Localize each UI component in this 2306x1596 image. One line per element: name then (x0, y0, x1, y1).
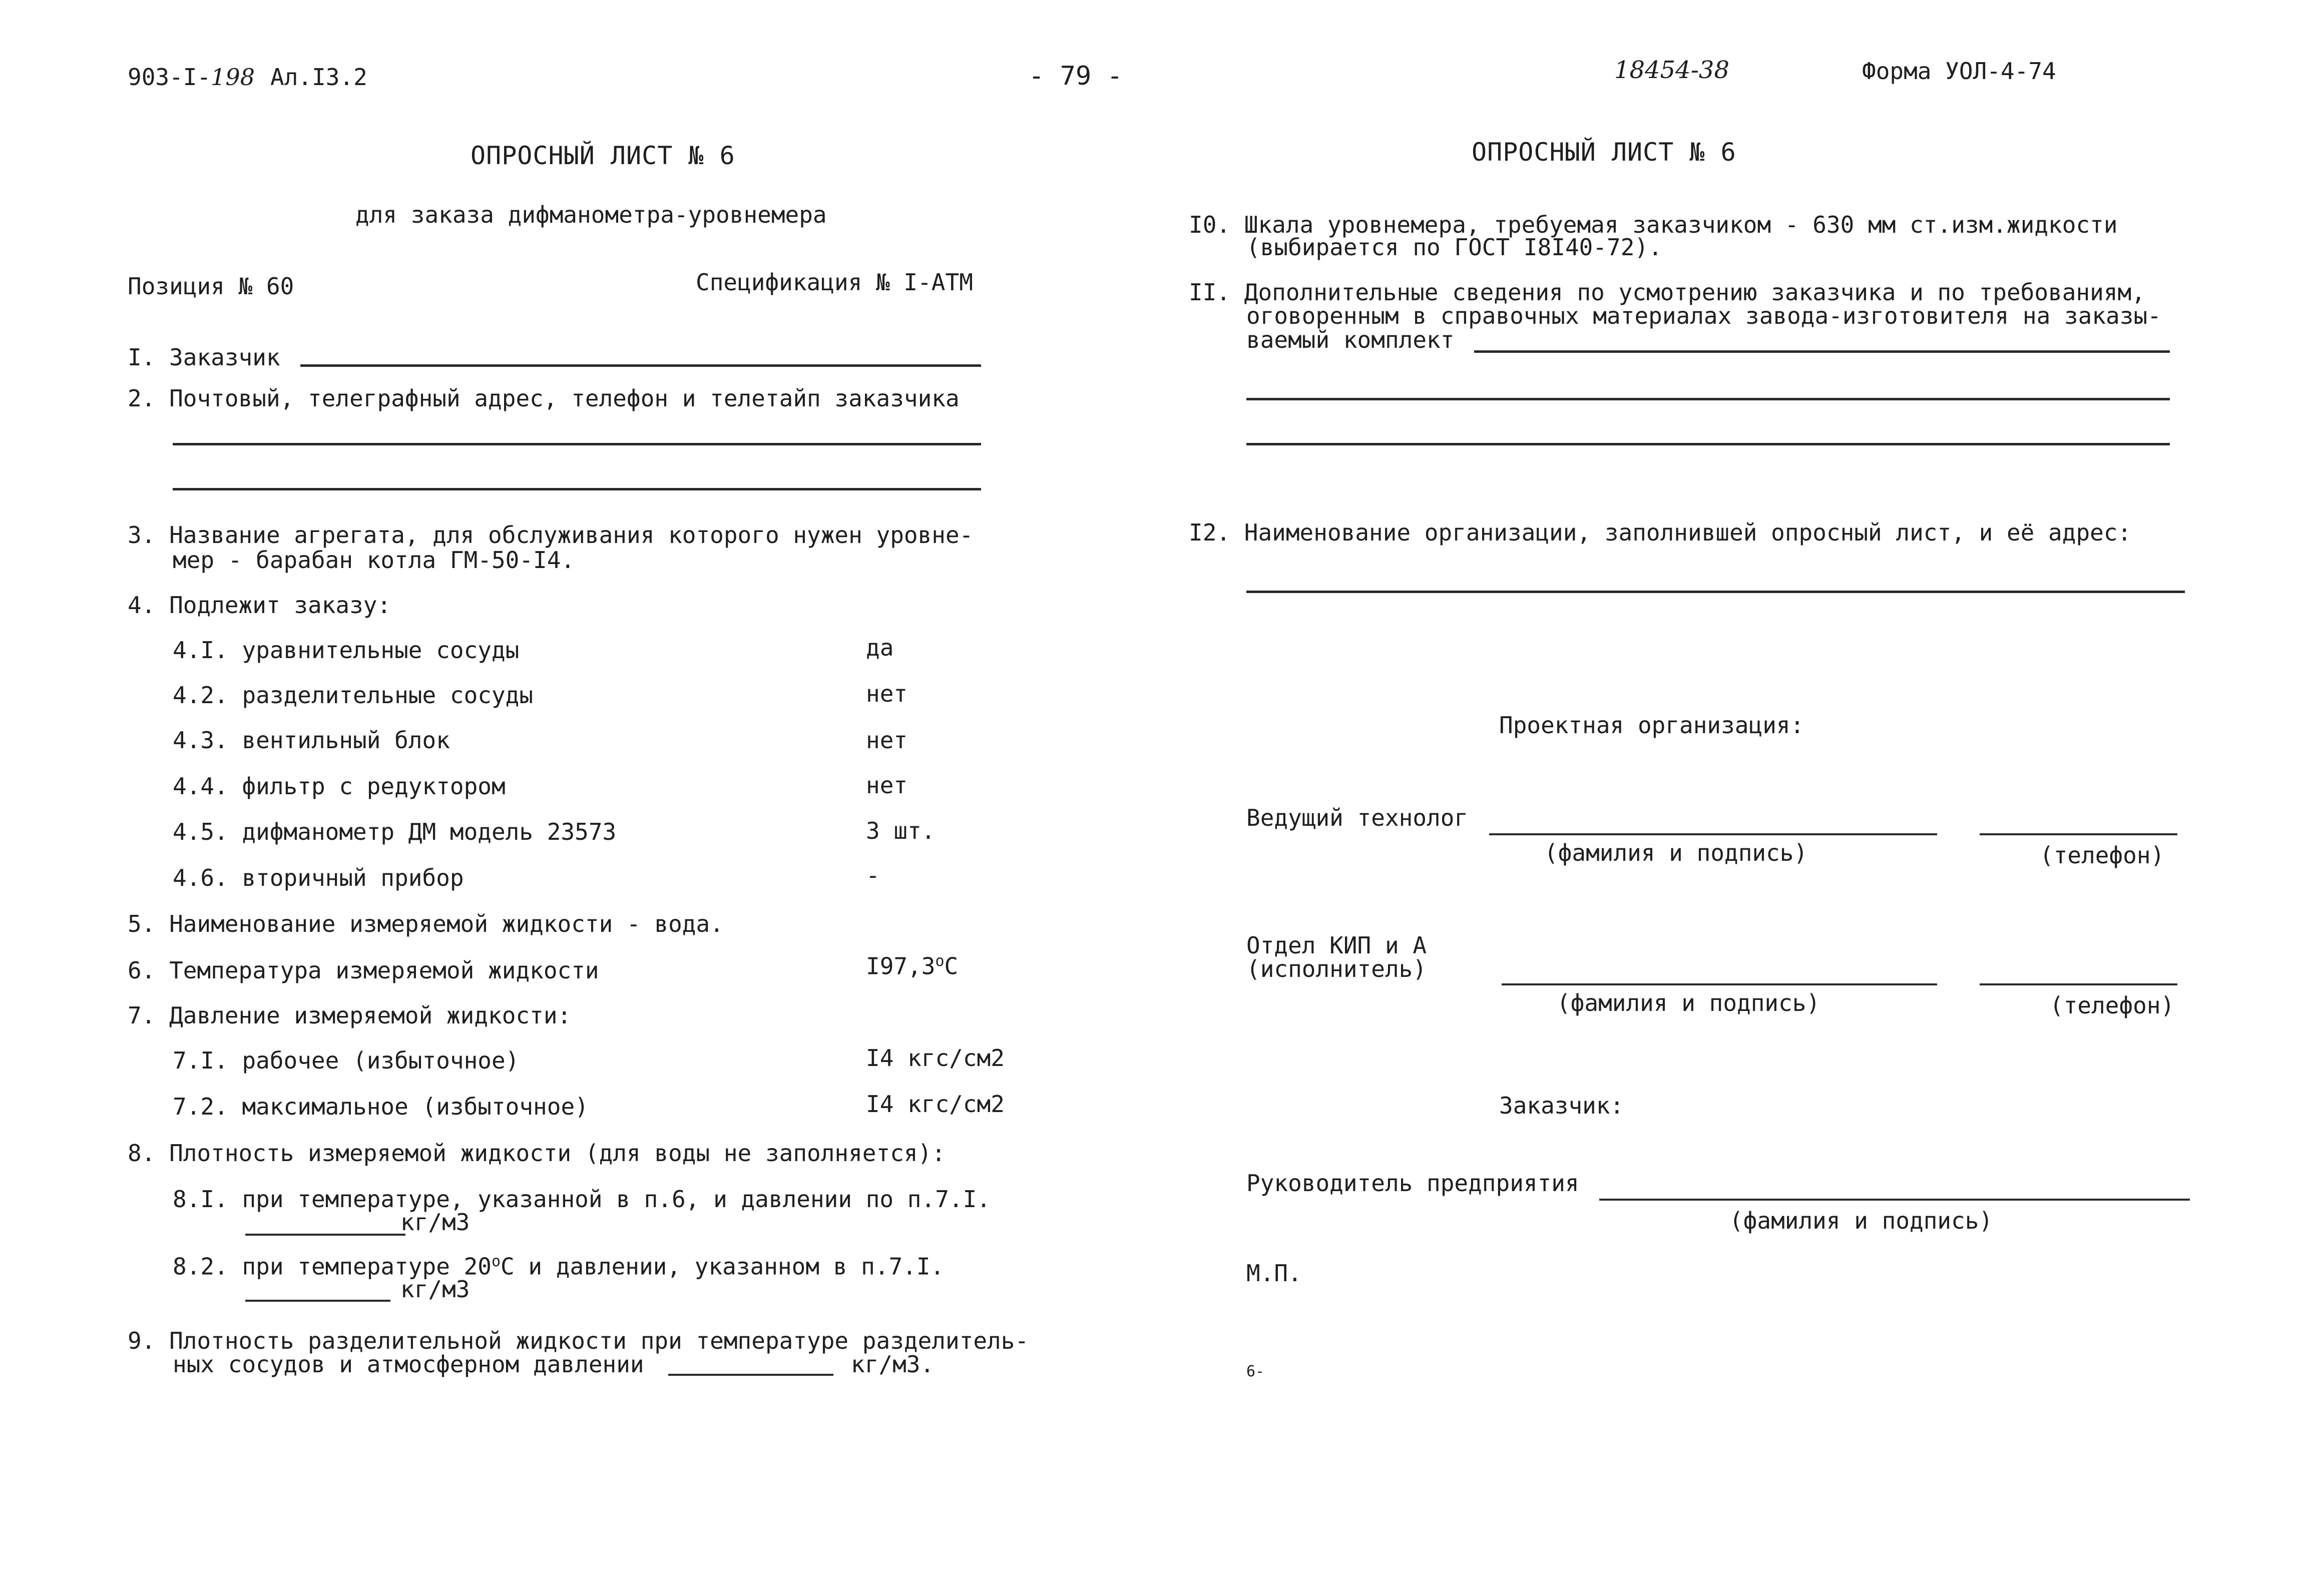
item-3-line-2: мер - барабан котла ГМ-50-I4. (173, 547, 575, 574)
item-7-2-label: 7.2. максимальное (избыточное) (173, 1093, 589, 1120)
kip-department-phone-caption: (телефон) (2050, 992, 2175, 1019)
kip-department-signature-line (1502, 983, 1937, 985)
item-1-fill-line (300, 364, 981, 367)
item-7-pressure: 7. Давление измеряемой жидкости: (128, 1002, 572, 1029)
item-11-fill-line-1 (1474, 350, 2170, 353)
item-11-fill-line-3 (1246, 443, 2170, 445)
item-8-2-degree: o (491, 1253, 501, 1270)
lead-technologist-label: Ведущий технолог (1246, 804, 1469, 831)
item-9-fill-line (668, 1374, 833, 1376)
page-number: - 79 - (1029, 61, 1123, 91)
enterprise-head-signature-line (1599, 1199, 2190, 1201)
item-9-line-2a: ных сосудов и атмосферном давлении (173, 1351, 644, 1378)
item-4-1-value: да (866, 634, 894, 661)
item-4-4-label: 4.4. фильтр с редуктором (173, 773, 506, 800)
item-4-1-label: 4.I. уравнительные сосуды (173, 637, 520, 664)
lead-technologist-phone-line (1980, 833, 2177, 835)
customer-heading: Заказчик: (1499, 1092, 1624, 1119)
item-9-line-1: 9. Плотность разделительной жидкости при температуре разделитель- (128, 1327, 1029, 1354)
doc-code (128, 65, 255, 89)
album-number: Ал.I3.2 (270, 64, 367, 91)
item-4-6-label: 4.6. вторичный прибор (173, 864, 464, 891)
lead-technologist-signature-caption: (фамилия и подпись) (1544, 839, 1808, 866)
specification-number: Спецификация № I-АТМ (696, 269, 973, 296)
left-title: ОПРОСНЫЙ ЛИСТ № 6 (471, 141, 735, 170)
item-2-fill-line-1 (173, 443, 981, 445)
item-9-unit: кг/м3. (851, 1351, 935, 1378)
item-4-2-label: 4.2. разделительные сосуды (173, 682, 534, 709)
item-8-1-fill-line (245, 1234, 405, 1236)
form-code: Форма УОЛ-4-74 (1862, 58, 2056, 85)
item-7-2-value: I4 кгс/см2 (866, 1091, 1005, 1118)
item-6-value (866, 953, 958, 978)
item-8-2-line-1 (173, 1254, 944, 1279)
item-2-fill-line-2 (173, 488, 981, 490)
project-organization-heading: Проектная организация: (1499, 712, 1804, 739)
item-6-number: I97,3 (866, 952, 936, 980)
kip-department-signature-caption: (фамилия и подпись) (1557, 989, 1820, 1016)
kip-department-executor: (исполнитель) (1246, 955, 1427, 982)
item-10-line-1: I0. Шкала уровнемера, требуемая заказчиком - 630 мм ст.изм.жидкости (1189, 211, 2118, 238)
item-2-address: 2. Почтовый, телеграфный адрес, телефон и телетайп заказчика (128, 385, 960, 412)
item-12-fill-line (1246, 591, 2185, 593)
item-4-5-value: 3 шт. (866, 817, 936, 844)
item-1-customer: I. Заказчик (128, 344, 280, 371)
item-8-density: 8. Плотность измеряемой жидкости (для воды не заполняется): (128, 1140, 946, 1167)
item-7-1-value: I4 кгс/см2 (866, 1044, 1005, 1072)
enterprise-head-signature-caption: (фамилия и подпись) (1729, 1207, 1993, 1234)
kip-department-phone-line (1980, 983, 2177, 985)
item-11-fill-line-2 (1246, 398, 2170, 400)
item-7-1-label: 7.I. рабочее (избыточное) (173, 1047, 520, 1074)
item-6-unit: C (944, 952, 959, 980)
enterprise-head-label: Руководитель предприятия (1246, 1170, 1579, 1197)
item-11-line-1: II. Дополнительные сведения по усмотрению заказчика и по требованиям, (1189, 279, 2145, 306)
item-8-1-line-1: 8.I. при температуре, указанной в п.6, и давлении по п.7.I. (173, 1186, 991, 1213)
item-4-2-value: нет (866, 680, 908, 707)
archive-number-handwritten: 18454-38 (1614, 56, 1729, 84)
item-4-3-value: нет (866, 727, 908, 754)
lead-technologist-phone-caption: (телефон) (2040, 842, 2165, 869)
item-11-line-3: ваемый комплект (1246, 326, 1455, 353)
doc-code-printed: 903-I- (128, 64, 211, 91)
lead-technologist-signature-line (1489, 833, 1937, 835)
item-4-5-label: 4.5. дифманометр ДМ модель 23573 (173, 818, 617, 845)
footer-mark: 6- (1246, 1363, 1265, 1380)
item-4-4-value: нет (866, 772, 908, 799)
item-8-2-text-a: 8.2. при температуре 20 (173, 1253, 492, 1280)
item-4-3-label: 4.3. вентильный блок (173, 727, 450, 754)
doc-code-handwritten: 198 (211, 64, 255, 91)
item-8-2-text-b: C и давлении, указанном в п.7.I. (501, 1253, 945, 1280)
item-3-line-1: 3. Название агрегата, для обслуживания которого нужен уровне- (128, 521, 974, 549)
item-6-degree: o (935, 952, 945, 970)
item-11-line-2: оговоренным в справочных материалах завода-изготовителя на заказы- (1246, 302, 2161, 329)
item-6-temperature: 6. Температура измеряемой жидкости (128, 957, 599, 984)
position-number: Позиция № 60 (128, 273, 294, 300)
item-8-2-unit: кг/м3 (400, 1276, 470, 1303)
item-12-organization: I2. Наименование организации, заполнившей опросный лист, и её адрес: (1189, 519, 2132, 546)
item-4-6-value: - (866, 862, 880, 889)
left-subtitle: для заказа дифманометра-уровнемера (355, 201, 827, 228)
right-title: ОПРОСНЫЙ ЛИСТ № 6 (1472, 138, 1736, 167)
stamp-place: М.П. (1246, 1260, 1302, 1287)
item-8-2-fill-line (245, 1300, 390, 1302)
item-10-line-2: (выбирается по ГОСТ I8I40-72). (1246, 234, 1662, 261)
item-8-1-unit: кг/м3 (400, 1209, 470, 1236)
item-5-liquid: 5. Наименование измеряемой жидкости - вода. (128, 910, 724, 937)
item-4-heading: 4. Подлежит заказу: (128, 592, 391, 619)
kip-department-label: Отдел КИП и А (1246, 932, 1427, 959)
